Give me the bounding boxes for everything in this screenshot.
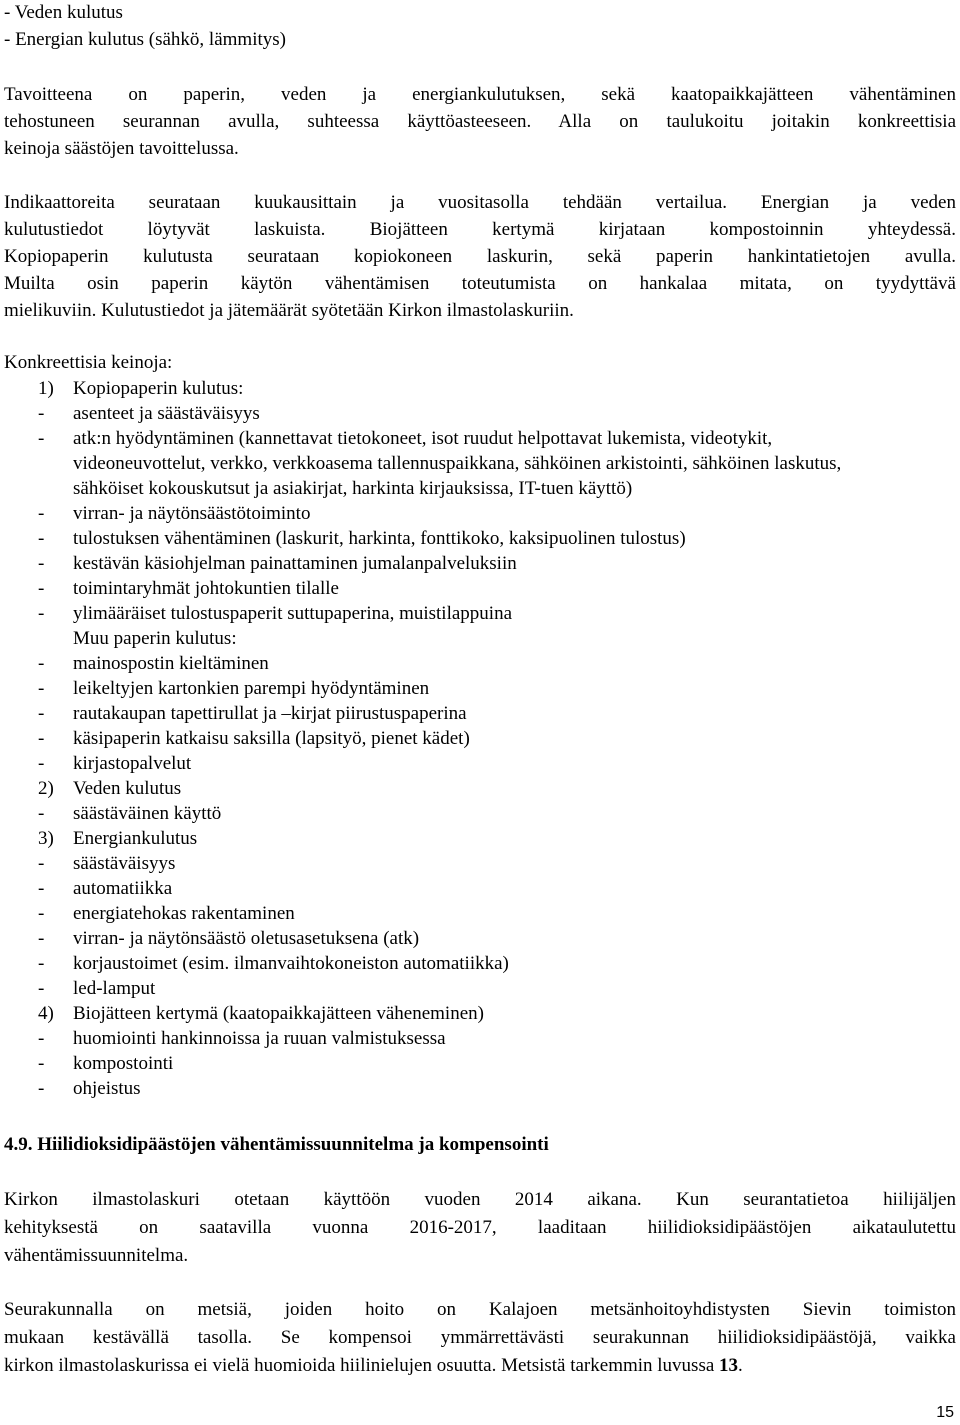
section-title: Biojätteen kertymä (kaatopaikkajätteen väheneminen): [73, 1003, 484, 1024]
list-item-text: atk:n hyödyntäminen (kannettavat tietokoneet, isot ruudut helpottavat lukemista, videotykit,: [73, 428, 773, 449]
list-item: [4, 601, 956, 626]
list-item: [4, 651, 956, 676]
list-item-text: huomiointi hankinnoissa ja ruuan valmistuksessa: [73, 1028, 446, 1049]
list-item-text: asenteet ja säästäväisyys: [73, 403, 260, 424]
list-item: [4, 1076, 956, 1101]
list-item: [4, 726, 956, 751]
list-item: [4, 951, 956, 976]
paragraph-line: keinoja säästöjen tavoittelussa.: [4, 138, 239, 159]
section-heading: [4, 826, 956, 851]
list-item-text: ylimääräiset tulostuspaperit suttupaperina, muistilappuina: [73, 603, 513, 624]
section-title: Energiankulutus: [73, 828, 198, 849]
list-item-text: käsipaperin katkaisu saksilla (lapsityö, pienet kädet): [73, 728, 470, 749]
list-dash: -: [38, 678, 45, 699]
list-item-text: energiatehokas rakentaminen: [73, 903, 295, 924]
list-item-text: kirjastopalvelut: [73, 753, 192, 774]
list-item-text: ohjeistus: [73, 1078, 141, 1099]
list-item: [4, 976, 956, 1001]
list-item: [4, 401, 956, 426]
paragraph-text: .: [738, 1355, 743, 1376]
list-dash: -: [38, 703, 45, 724]
list-item-text: tulostuksen vähentäminen (laskurit, harkinta, fonttikoko, kaksipuolinen tulostus): [73, 528, 686, 549]
list-item: [4, 851, 956, 876]
list-item-text: virran- ja näytönsäästötoiminto: [73, 503, 311, 524]
list-item: [4, 576, 956, 601]
list-dash: -: [38, 553, 45, 574]
section-number: 4): [38, 1003, 54, 1024]
paragraph-line: kulutustiedot löytyvät laskuista. Biojätteen kertymä kirjataan kompostoinnin yhteydessä.: [4, 219, 956, 240]
list-dash: -: [38, 1078, 45, 1099]
list-item-continuation: sähköiset kokouskutsut ja asiakirjat, harkinta kirjauksissa, IT-tuen käyttö): [73, 478, 633, 499]
section-number: 2): [38, 778, 54, 799]
measures-list: [4, 350, 956, 1101]
section-heading: [4, 376, 956, 401]
paragraph-text: kirkon ilmastolaskurissa ei vielä huomioida hiilinielujen osuutta. Metsistä tarkemmin luvussa: [4, 1355, 720, 1376]
list-item-text: led-lamput: [73, 978, 156, 999]
list-item: [4, 751, 956, 776]
list-dash: -: [38, 603, 45, 624]
list-dash: -: [38, 953, 45, 974]
list-item-text: säästäväinen käyttö: [73, 803, 222, 824]
list-item-text: säästäväisyys: [73, 853, 176, 874]
list-dash: -: [38, 403, 45, 424]
list-dash: -: [38, 653, 45, 674]
list-item-text: leikeltyjen kartonkien parempi hyödyntäminen: [73, 678, 430, 699]
list-dash: -: [38, 528, 45, 549]
list-item-text: virran- ja näytönsäästö oletusasetuksena (atk): [73, 928, 420, 949]
list-dash: -: [38, 578, 45, 599]
paragraph-forests: [4, 1296, 956, 1380]
section-heading: [4, 776, 956, 801]
section-title: Veden kulutus: [73, 778, 182, 799]
list-item-text: mainospostin kieltäminen: [73, 653, 269, 674]
paragraph-line: Indikaattoreita seurataan kuukausittain ja vuositasolla tehdään vertailua. Energian ja veden: [4, 192, 956, 213]
list-item: [4, 1026, 956, 1051]
paragraph-line: mielikuviin. Kulutustiedot ja jätemäärät syötetään Kirkon ilmastolaskuriin.: [4, 300, 574, 321]
list-item-text: toimintaryhmät johtokuntien tilalle: [73, 578, 339, 599]
list-item: [4, 676, 956, 701]
paragraph-line: Kirkon ilmastolaskuri otetaan käyttöön vuoden 2014 aikana. Kun seurantatietoa hiilijäljen: [4, 1189, 956, 1210]
top-list-item: - Veden kulutus: [4, 2, 123, 23]
paragraph-indicators: [4, 189, 956, 324]
list-item-continuation: videoneuvottelut, verkko, verkkoasema tallennuspaikkana, sähköinen arkistointi, sähköinen laskutus,: [73, 453, 842, 474]
paragraph-line: Muilta osin paperin käytön vähentämisen toteutumista on hankalaa mitata, on tyydyttävä: [4, 273, 956, 294]
list-item: [4, 526, 956, 551]
list-dash: -: [38, 503, 45, 524]
paragraph-line: [4, 1352, 956, 1380]
page-number: 15: [936, 1404, 954, 1421]
measures-title: Konkreettisia keinoja:: [4, 352, 173, 373]
list-item: [4, 876, 956, 901]
paragraph-line: Tavoitteena on paperin, veden ja energiankulutuksen, sekä kaatopaikkajätteen vähentäminen: [4, 84, 956, 105]
list-dash: -: [38, 878, 45, 899]
list-dash: -: [38, 928, 45, 949]
paragraph-line: vähentämissuunnitelma.: [4, 1245, 189, 1266]
list-item: [4, 551, 956, 576]
list-item: [4, 926, 956, 951]
list-item-text: automatiikka: [73, 878, 173, 899]
list-dash: -: [38, 753, 45, 774]
paragraph-goals: [4, 81, 956, 162]
document-page: [4, 0, 956, 1380]
list-item: [4, 426, 956, 451]
paragraph-line: Kopiopaperin kulutusta seurataan kopiokoneen laskurin, sekä paperin hankintatietojen avulla.: [4, 246, 956, 267]
section-title: Kopiopaperin kulutus:: [73, 378, 244, 399]
list-item: [4, 801, 956, 826]
chapter-reference: 13: [719, 1355, 739, 1376]
top-list: [4, 0, 956, 52]
list-dash: -: [38, 1053, 45, 1074]
list-dash: -: [38, 803, 45, 824]
list-item-text: korjaustoimet (esim. ilmanvaihtokoneiston automatiikka): [73, 953, 509, 974]
list-item: [4, 501, 956, 526]
section-heading: [4, 1001, 956, 1026]
paragraph-line: mukaan kestävällä tasolla. Se kompensoi ymmärrettävästi seurakunnan hiilidioksidipäästöjä, vaikka: [4, 1327, 956, 1348]
list-dash: -: [38, 978, 45, 999]
list-dash: -: [38, 728, 45, 749]
section-number: 3): [38, 828, 54, 849]
list-item: [4, 701, 956, 726]
top-list-item: - Energian kulutus (sähkö, lämmitys): [4, 29, 286, 50]
list-dash: -: [38, 1028, 45, 1049]
list-item-text: kompostointi: [73, 1053, 174, 1074]
section-number: 1): [38, 378, 54, 399]
list-item: [4, 901, 956, 926]
subsection-title: Muu paperin kulutus:: [73, 628, 237, 649]
list-item-text: rautakaupan tapettirullat ja –kirjat piirustuspaperina: [73, 703, 467, 724]
paragraph-line: tehostuneen seurannan avulla, suhteessa käyttöasteeseen. Alla on taulukoitu joitakin konkreettisia: [4, 111, 956, 132]
section-heading-4-9: 4.9. Hiilidioksidipäästöjen vähentämissuunnitelma ja kompensointi: [4, 1134, 549, 1155]
list-item: [4, 1051, 956, 1076]
paragraph-line: Seurakunnalla on metsiä, joiden hoito on Kalajoen metsänhoitoyhdistysten Sievin toimiston: [4, 1299, 956, 1320]
paragraph-carbon-calculator: [4, 1186, 956, 1270]
list-dash: -: [38, 903, 45, 924]
list-dash: -: [38, 428, 45, 449]
list-dash: -: [38, 853, 45, 874]
list-item-text: kestävän käsiohjelman painattaminen jumalanpalveluksiin: [73, 553, 517, 574]
paragraph-line: kehityksestä on saatavilla vuonna 2016-2017, laaditaan hiilidioksidipäästöjen aikataulutettu: [4, 1217, 956, 1238]
